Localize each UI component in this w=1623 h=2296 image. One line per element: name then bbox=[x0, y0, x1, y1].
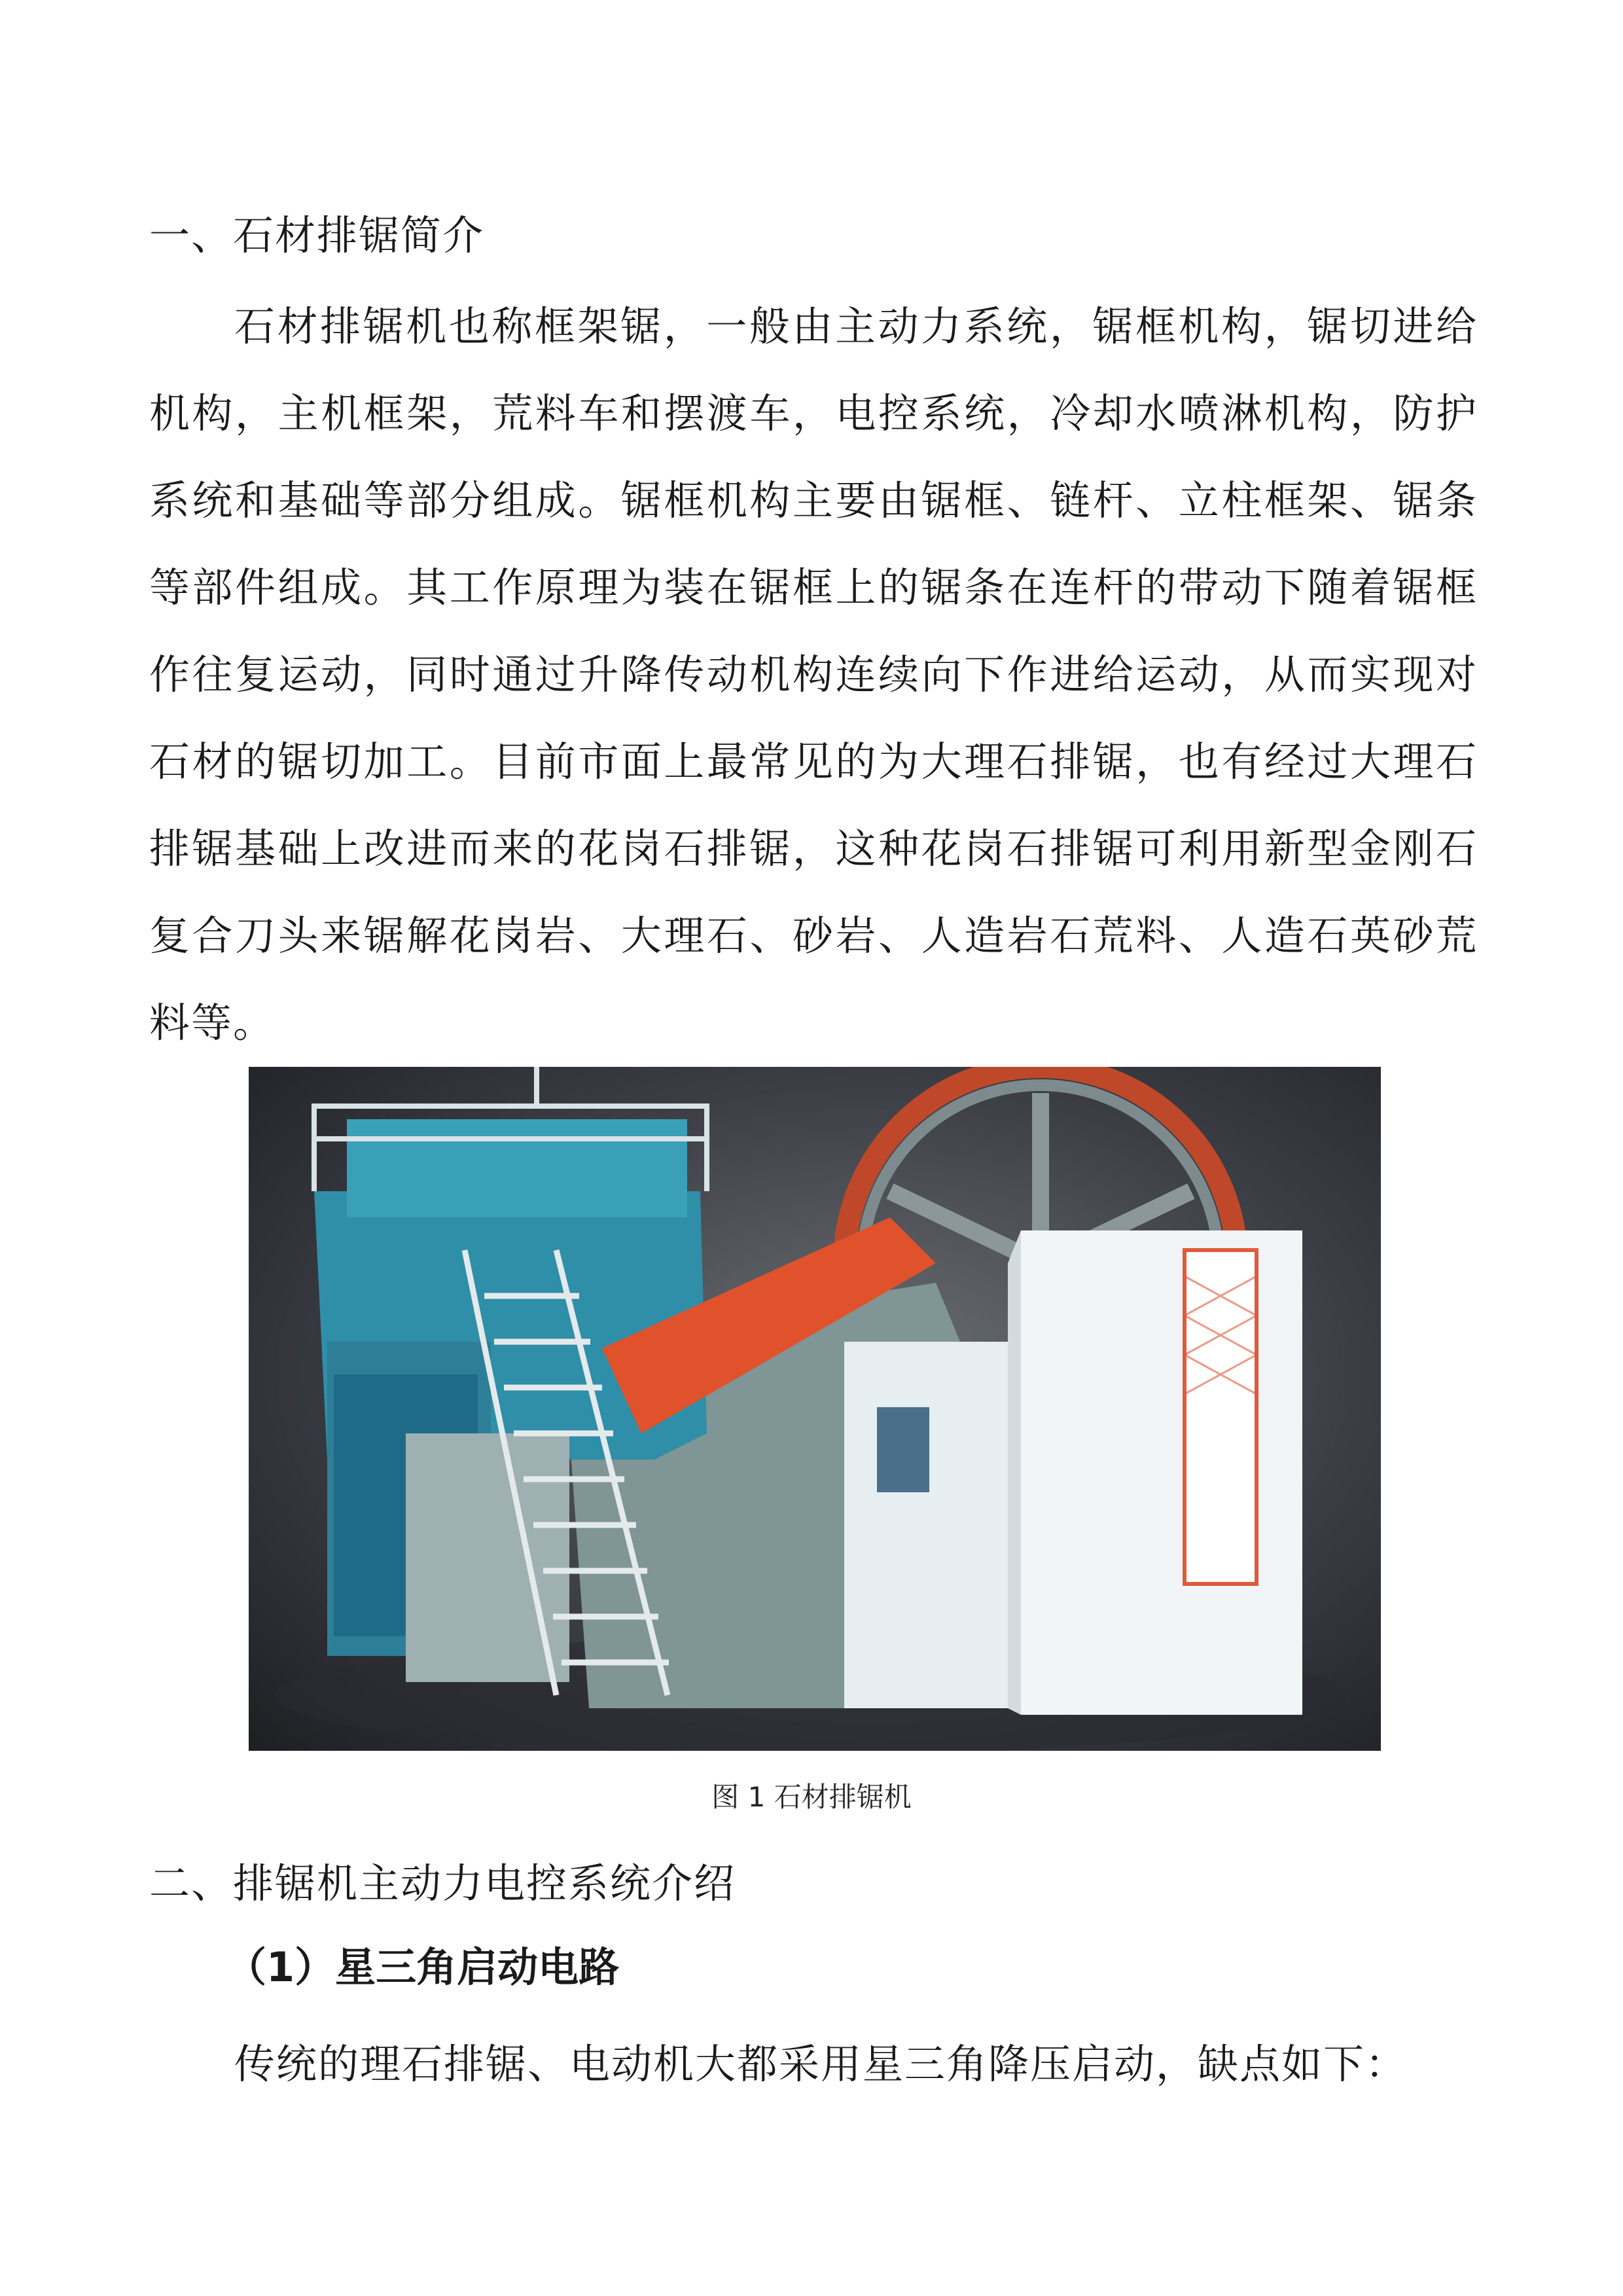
section-2-heading: 二、排锯机主动力电控系统介绍 bbox=[149, 1859, 736, 1907]
section-1-paragraph: 石材排锯机也称框架锯，一般由主动力系统，锯框机构，锯切进给机构，主机框架，荒料车和摆渡车，电控系统，冷却水喷淋机构，防护系统和基础等部分组成。锯框机构主要由锯框、链杆、立柱框架、锯条等部件组成。其工作原理为装在锯框上的锯条在连杆的带动下随着锯框作往复运动，同时通过升降传动机构连续向下作进给运动，从而实现对石材的锯切加工。目前市面上最常见的为大理石排锯，也有经过大理石排锯基础上改进而来的花岗石排锯，这种花岗石排锯可利用新型金刚石复合刀头来锯解花岗岩、大理石、砂岩、人造岩石荒料、人造石英砂荒料等。 bbox=[149, 302, 1478, 1047]
machine-photo bbox=[249, 1067, 1381, 1751]
section-1-heading: 一、石材排锯简介 bbox=[149, 211, 485, 259]
figure-caption: 图 1 石材排锯机 bbox=[711, 1781, 912, 1813]
section-2-paragraph: 传统的理石排锯、电动机大都采用星三角降压启动，缺点如下： bbox=[234, 2040, 1408, 2088]
section-2-subheading: （1）星三角启动电路 bbox=[226, 1943, 620, 1991]
